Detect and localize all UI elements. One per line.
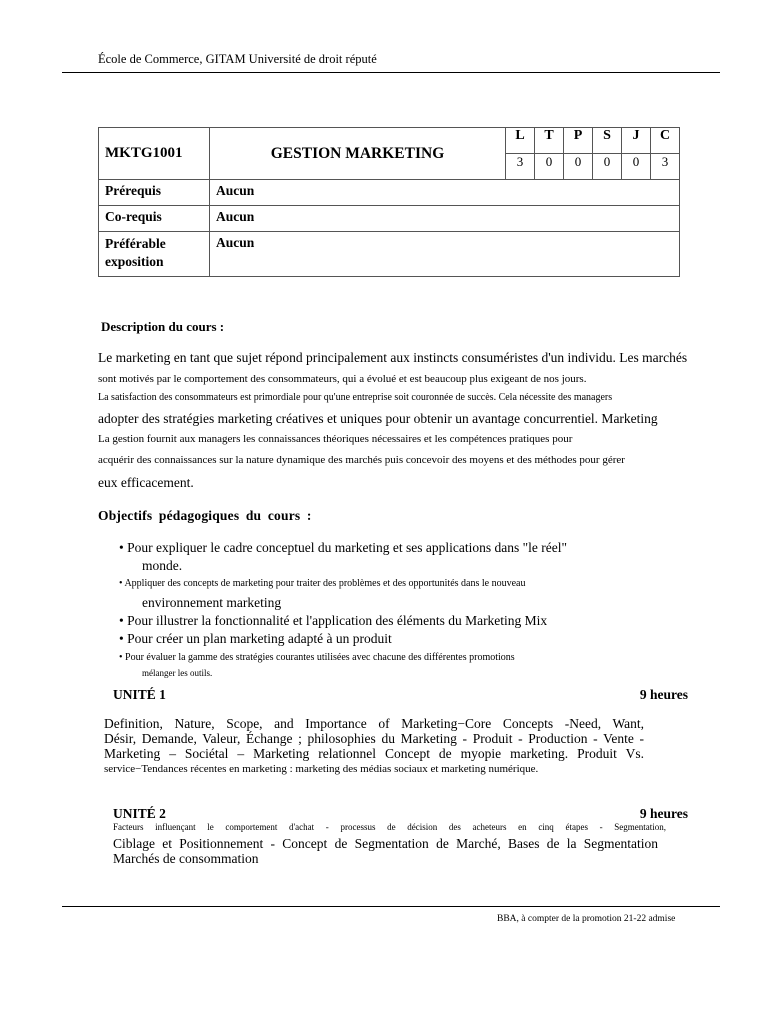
course-title: GESTION MARKETING	[210, 128, 506, 180]
unit-2-line: Facteurs influençant le comportement d'achat - processus de décision des acheteurs en cinq étapes - Segmentation,	[113, 822, 666, 832]
footer-divider	[62, 906, 720, 907]
corequisite-label: Co-requis	[99, 206, 210, 232]
objective-item: • Pour évaluer la gamme des stratégies courantes utilisées avec chacune des différentes promotions	[119, 652, 515, 663]
description-line: acquérir des connaissances sur la nature dynamique des marchés puis concevoir des moyens et des méthodes pour gérer	[98, 454, 625, 466]
unit-2-title: UNITÉ 2	[113, 806, 166, 821]
description-line: eux efficacement.	[98, 475, 194, 490]
ltpsjc-header-c: C	[651, 128, 680, 154]
prerequisite-label: Prérequis	[99, 180, 210, 206]
description-line: La gestion fournit aux managers les connaissances théoriques nécessaires et les compétences pratiques pour	[98, 433, 573, 445]
objective-item: • Pour créer un plan marketing adapté à un produit	[119, 631, 392, 646]
ltpsjc-header-j: J	[622, 128, 651, 154]
objective-item-continuation: environnement marketing	[142, 595, 282, 610]
ltpsjc-value-s: 0	[593, 154, 622, 180]
preferable-exposure-value: Aucun	[210, 232, 680, 277]
objective-item: • Appliquer des concepts de marketing pour traiter des problèmes et des opportunités dans le nouveau	[119, 578, 526, 589]
ltpsjc-header-s: S	[593, 128, 622, 154]
unit-2-hours: 9 heures	[639, 806, 688, 821]
ltpsjc-value-l: 3	[506, 154, 535, 180]
prerequisite-value: Aucun	[210, 180, 680, 206]
description-line: sont motivés par le comportement des consommateurs, qui a évolué et est beaucoup plus exigeant de nos jours.	[98, 373, 587, 385]
objective-item-continuation: mélanger les outils.	[142, 668, 213, 678]
page-header: École de Commerce, GITAM Université de droit réputé	[98, 52, 377, 66]
preferable-exposure-label	[99, 232, 210, 277]
unit-1-hours: 9 heures	[639, 687, 688, 702]
description-heading: Description du cours :	[101, 319, 225, 334]
description-line: Le marketing en tant que sujet répond principalement aux instincts consuméristes d'un individu. Les marchés	[98, 350, 688, 365]
objectives-heading: Objectifs pédagogiques du cours :	[98, 508, 312, 523]
page-footer: BBA, à compter de la promotion 21-22 admise	[497, 914, 676, 924]
unit-1-title: UNITÉ 1	[113, 687, 166, 702]
ltpsjc-value-j: 0	[622, 154, 651, 180]
unit-1-line: service−Tendances récentes en marketing : marketing des médias sociaux et marketing numérique.	[104, 763, 539, 775]
ltpsjc-value-c: 3	[651, 154, 680, 180]
unit-2-line: Marchés de consommation	[113, 851, 259, 866]
course-info-table	[98, 127, 680, 277]
unit-1-line: Definition, Nature, Scope, and Importance of Marketing−Core Concepts -Need, Want,	[104, 716, 644, 731]
objective-item: • Pour expliquer le cadre conceptuel du marketing et ses applications dans "le réel"	[119, 540, 567, 555]
ltpsjc-header-p: P	[564, 128, 593, 154]
ltpsjc-header-t: T	[535, 128, 564, 154]
objective-item-continuation: monde.	[142, 558, 183, 573]
corequisite-value: Aucun	[210, 206, 680, 232]
course-code: MKTG1001	[99, 128, 210, 180]
objective-item: • Pour illustrer la fonctionnalité et l'application des éléments du Marketing Mix	[119, 613, 548, 628]
ltpsjc-header-l: L	[506, 128, 535, 154]
ltpsjc-value-p: 0	[564, 154, 593, 180]
unit-1-line: Désir, Demande, Valeur, Échange ; philosophies du Marketing - Produit - Production - Vente -	[104, 731, 644, 746]
preferable-exposure-label-line1: Préférable	[105, 236, 166, 251]
description-line: adopter des stratégies marketing créatives et uniques pour obtenir un avantage concurrentiel. Marketing	[98, 411, 658, 426]
unit-2-line: Ciblage et Positionnement - Concept de Segmentation de Marché, Bases de la Segmentation	[113, 836, 658, 851]
unit-1-line: Marketing – Sociétal – Marketing relationnel Concept de myopie marketing. Produit Vs.	[104, 746, 644, 761]
preferable-exposure-label-line2: exposition	[105, 254, 164, 269]
header-divider	[62, 72, 720, 73]
ltpsjc-value-t: 0	[535, 154, 564, 180]
description-line: La satisfaction des consommateurs est primordiale pour qu'une entreprise soit couronnée de succès. Cela nécessite des managers	[98, 392, 613, 403]
